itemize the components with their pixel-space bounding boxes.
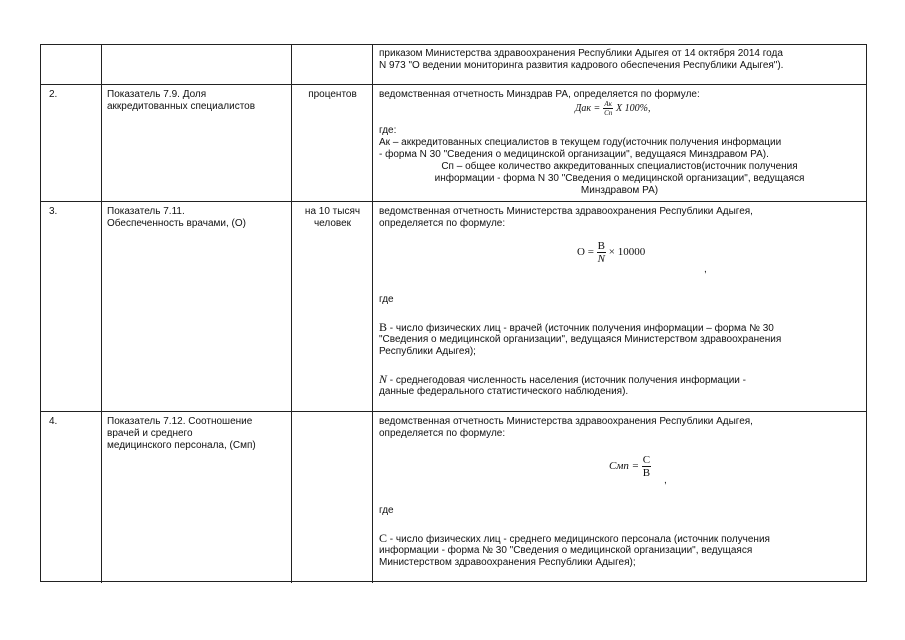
row-number: 4. — [49, 416, 58, 427]
indicator-name: Показатель 7.12. Соотношение — [107, 416, 253, 427]
definition-text: информации - форма N 30 "Сведения о медицинской организации", ведущаяся — [434, 173, 805, 184]
definition-text — [379, 373, 746, 387]
cell-number — [41, 45, 102, 84]
where-label: где — [379, 294, 394, 305]
cell-unit — [292, 45, 373, 84]
formula — [575, 100, 650, 117]
cell-indicator — [102, 45, 292, 84]
formula-numerator: Ак — [604, 100, 612, 108]
formula-rhs: × 10000 — [608, 246, 646, 259]
indicators-table — [40, 44, 867, 582]
indicator-name: медицинского персонала, (Смп) — [107, 440, 256, 451]
definition-text: данные федерального статистического наблюдения). — [379, 386, 629, 397]
definition-text — [379, 321, 774, 335]
cell-number — [41, 202, 102, 411]
definition-text: информации - форма № 30 "Сведения о медицинской организации", ведущаяся — [379, 545, 753, 556]
formula-rhs: Х 100%, — [616, 103, 651, 115]
unit-text: человек — [313, 218, 352, 229]
cell-unit — [292, 412, 373, 583]
indicator-name: Обеспеченность врачами, (О) — [107, 218, 246, 229]
definition-text: Ак – аккредитованных специалистов в текущем году(источник получения информации — [379, 137, 782, 148]
unit-text: на 10 тысяч — [304, 206, 361, 217]
definition-text: Минздравом РА) — [580, 185, 659, 196]
formula-lhs: Смп = — [609, 460, 640, 473]
method-intro: определяется по формуле: — [379, 428, 506, 439]
formula-lhs: Дак = — [575, 103, 601, 115]
indicator-name: врачей и среднего — [107, 428, 193, 439]
row-number: 3. — [49, 206, 58, 217]
formula-comma: , — [704, 264, 707, 275]
symbol-b: B — [379, 320, 388, 334]
formula-fraction — [597, 240, 606, 265]
indicator-name: Показатель 7.11. — [107, 206, 185, 217]
table-row — [41, 85, 866, 202]
formula-lhs: О = — [577, 246, 594, 259]
definition-line: - число физических лиц - врачей (источник получения информации – форма № 30 — [389, 323, 774, 334]
definition-text — [379, 532, 770, 546]
table-row — [41, 412, 866, 583]
formula-fraction — [603, 100, 613, 117]
definition-line: - среднегодовая численность населения (источник получения информации - — [389, 375, 746, 386]
cell-unit — [292, 85, 373, 201]
cell-method — [373, 412, 866, 583]
cell-method — [373, 85, 866, 201]
definition-text: Республики Адыгея); — [379, 346, 476, 357]
method-text: N 973 "О ведении мониторинга развития кадрового обеспечения Республики Адыгея"). — [379, 60, 784, 71]
indicator-name: Показатель 7.9. Доля — [107, 89, 207, 100]
symbol-c: C — [379, 531, 388, 545]
cell-method — [373, 45, 866, 84]
cell-indicator — [102, 412, 292, 583]
cell-number — [41, 85, 102, 201]
cell-indicator — [102, 85, 292, 201]
where-label: где — [379, 505, 394, 516]
indicator-name: аккредитованных специалистов — [107, 101, 256, 112]
where-label: где: — [379, 125, 397, 136]
method-intro: определяется по формуле: — [379, 218, 506, 229]
method-intro: ведомственная отчетность Министерства здравоохранения Республики Адыгея, — [379, 416, 753, 427]
formula-denominator: Сп — [604, 109, 613, 117]
cell-method — [373, 202, 866, 411]
formula-numerator: C — [642, 454, 651, 466]
formula-fraction — [642, 454, 651, 479]
cell-unit — [292, 202, 373, 411]
method-text: приказом Министерства здравоохранения Республики Адыгея от 14 октября 2014 года — [379, 48, 783, 59]
formula — [577, 240, 645, 265]
formula-numerator: B — [597, 240, 605, 252]
table-row — [41, 202, 866, 412]
definition-text: "Сведения о медицинской организации", ведущаяся Министерством здравоохранения — [379, 334, 782, 345]
formula-denominator: B — [642, 467, 651, 479]
formula — [609, 454, 651, 479]
cell-number — [41, 412, 102, 583]
formula-comma: , — [664, 475, 667, 486]
definition-line: - число физических лиц - среднего медицинского персонала (источник получения — [389, 534, 770, 545]
cell-indicator — [102, 202, 292, 411]
table-row — [41, 45, 866, 85]
unit-text: процентов — [308, 89, 357, 100]
method-intro: ведомственная отчетность Минздрав РА, определяется по формуле: — [379, 89, 700, 100]
definition-text: - форма N 30 "Сведения о медицинской организации", ведущаяся Минздравом РА). — [379, 149, 769, 160]
formula-denominator: N — [597, 253, 605, 265]
definition-text: Сп – общее количество аккредитованных специалистов(источник получения — [441, 161, 798, 172]
definition-text: Министерством здравоохранения Республики Адыгея); — [379, 557, 636, 568]
symbol-n: N — [379, 372, 388, 386]
method-intro: ведомственная отчетность Министерства здравоохранения Республики Адыгея, — [379, 206, 753, 217]
row-number: 2. — [49, 89, 58, 100]
